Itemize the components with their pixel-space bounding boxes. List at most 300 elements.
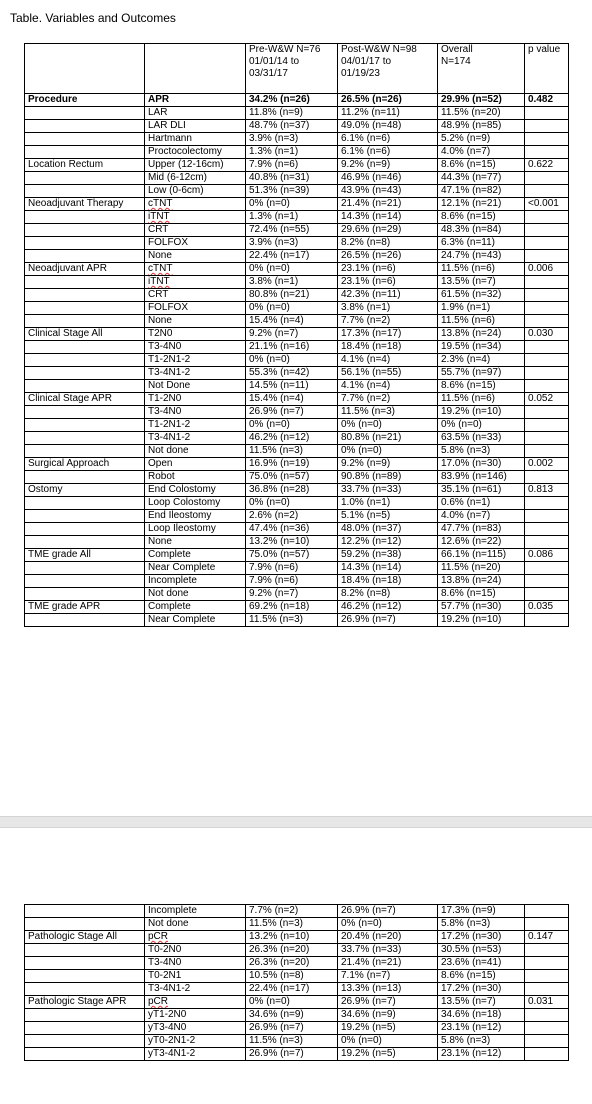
table-row [25, 263, 569, 276]
variable-cell: Surgical Approach [25, 458, 145, 471]
pvalue-cell [525, 445, 569, 458]
pvalue-cell: 0.006 [525, 263, 569, 276]
category-cell: yT1-2N0 [145, 1009, 246, 1022]
pre-cell: 26.3% (n=20) [246, 944, 338, 957]
pre-cell: 14.5% (n=11) [246, 380, 338, 393]
variable-cell: Ostomy [25, 484, 145, 497]
pvalue-cell: 0.086 [525, 549, 569, 562]
post-cell: 42.3% (n=11) [338, 289, 438, 302]
pre-cell: 0% (n=0) [246, 419, 338, 432]
pvalue-cell [525, 918, 569, 931]
table-row [25, 562, 569, 575]
category-cell: yT3-4N1-2 [145, 1048, 246, 1061]
category-cell: T3-4N1-2 [145, 367, 246, 380]
variable-cell [25, 510, 145, 523]
category-cell: cTNT [145, 198, 246, 211]
category-cell: Hartmann [145, 133, 246, 146]
pvalue-cell [525, 367, 569, 380]
table-row [25, 497, 569, 510]
pre-cell: 1.3% (n=1) [246, 211, 338, 224]
variable-cell [25, 536, 145, 549]
pvalue-cell [525, 133, 569, 146]
pre-cell: 26.9% (n=7) [246, 406, 338, 419]
table-row [25, 996, 569, 1009]
header-line: Post-W&W N=98 [341, 44, 417, 55]
post-cell: 26.9% (n=7) [338, 614, 438, 627]
category-cell: Near Complete [145, 614, 246, 627]
table-row [25, 523, 569, 536]
table-row [25, 406, 569, 419]
post-cell: 21.4% (n=21) [338, 198, 438, 211]
post-cell: 43.9% (n=43) [338, 185, 438, 198]
pvalue-cell [525, 380, 569, 393]
variable-cell [25, 575, 145, 588]
variable-cell [25, 367, 145, 380]
table-row [25, 419, 569, 432]
pre-cell: 75.0% (n=57) [246, 549, 338, 562]
table-row [25, 905, 569, 918]
overall-cell: 35.1% (n=61) [438, 484, 525, 497]
overall-cell: 34.6% (n=18) [438, 1009, 525, 1022]
pre-cell: 7.9% (n=6) [246, 562, 338, 575]
variable-cell [25, 445, 145, 458]
header-cell-post [338, 44, 438, 94]
pre-cell: 9.2% (n=7) [246, 588, 338, 601]
pre-cell: 11.8% (n=9) [246, 107, 338, 120]
pre-cell: 34.2% (n=26) [246, 94, 338, 107]
category-cell: Complete [145, 601, 246, 614]
table-row [25, 94, 569, 107]
table-row [25, 354, 569, 367]
variable-cell [25, 185, 145, 198]
pvalue-cell [525, 250, 569, 263]
pre-cell: 75.0% (n=57) [246, 471, 338, 484]
variable-cell [25, 471, 145, 484]
pvalue-cell: 0.147 [525, 931, 569, 944]
variable-cell [25, 1009, 145, 1022]
category-cell: yT3-4N0 [145, 1022, 246, 1035]
pvalue-cell [525, 107, 569, 120]
overall-cell: 48.3% (n=84) [438, 224, 525, 237]
post-cell: 21.4% (n=21) [338, 957, 438, 970]
category-cell: End Ileostomy [145, 510, 246, 523]
category-cell: Not done [145, 588, 246, 601]
table-row [25, 983, 569, 996]
pvalue-cell: <0.001 [525, 198, 569, 211]
overall-cell: 13.5% (n=7) [438, 276, 525, 289]
pre-cell: 69.2% (n=18) [246, 601, 338, 614]
overall-cell: 47.1% (n=82) [438, 185, 525, 198]
category-cell: CRT [145, 289, 246, 302]
post-cell: 14.3% (n=14) [338, 562, 438, 575]
pvalue-cell [525, 211, 569, 224]
pvalue-cell [525, 237, 569, 250]
pvalue-cell: 0.482 [525, 94, 569, 107]
post-cell: 49.0% (n=48) [338, 120, 438, 133]
post-cell: 17.3% (n=17) [338, 328, 438, 341]
pre-cell: 46.2% (n=12) [246, 432, 338, 445]
overall-cell: 48.9% (n=85) [438, 120, 525, 133]
pre-cell: 26.9% (n=7) [246, 1022, 338, 1035]
overall-cell: 17.0% (n=30) [438, 458, 525, 471]
table-row [25, 445, 569, 458]
variable-cell [25, 276, 145, 289]
post-cell: 6.1% (n=6) [338, 133, 438, 146]
variable-cell [25, 380, 145, 393]
overall-cell: 11.5% (n=6) [438, 393, 525, 406]
variable-cell [25, 944, 145, 957]
overall-cell: 13.8% (n=24) [438, 575, 525, 588]
overall-cell: 8.6% (n=15) [438, 159, 525, 172]
pre-cell: 11.5% (n=3) [246, 445, 338, 458]
pvalue-cell [525, 354, 569, 367]
pre-cell: 15.4% (n=4) [246, 315, 338, 328]
variable-cell: Location Rectum [25, 159, 145, 172]
header-cell-variable [25, 44, 145, 94]
category-cell: LAR DLI [145, 120, 246, 133]
category-cell: Loop Colostomy [145, 497, 246, 510]
category-cell: Mid (6-12cm) [145, 172, 246, 185]
pre-cell: 0% (n=0) [246, 198, 338, 211]
pre-cell: 40.8% (n=31) [246, 172, 338, 185]
pre-cell: 3.9% (n=3) [246, 237, 338, 250]
post-cell: 11.2% (n=11) [338, 107, 438, 120]
table-row [25, 1048, 569, 1061]
pre-cell: 0% (n=0) [246, 354, 338, 367]
pvalue-cell [525, 983, 569, 996]
overall-cell: 23.6% (n=41) [438, 957, 525, 970]
table-row [25, 575, 569, 588]
pre-cell: 3.8% (n=1) [246, 276, 338, 289]
post-cell: 29.6% (n=29) [338, 224, 438, 237]
variable-cell [25, 289, 145, 302]
overall-cell: 30.5% (n=53) [438, 944, 525, 957]
overall-cell: 1.9% (n=1) [438, 302, 525, 315]
category-cell: T3-4N0 [145, 341, 246, 354]
post-cell: 12.2% (n=12) [338, 536, 438, 549]
category-cell: Robot [145, 471, 246, 484]
category-cell: iTNT [145, 276, 246, 289]
post-cell: 26.9% (n=7) [338, 905, 438, 918]
pre-cell: 7.9% (n=6) [246, 159, 338, 172]
pre-cell: 22.4% (n=17) [246, 250, 338, 263]
overall-cell: 23.1% (n=12) [438, 1022, 525, 1035]
post-cell: 19.2% (n=5) [338, 1022, 438, 1035]
overall-cell: 44.3% (n=77) [438, 172, 525, 185]
variable-cell [25, 406, 145, 419]
overall-cell: 8.6% (n=15) [438, 970, 525, 983]
pvalue-cell [525, 957, 569, 970]
variable-cell [25, 315, 145, 328]
header-line: 04/01/17 to [341, 56, 392, 67]
variable-cell [25, 107, 145, 120]
table-row [25, 614, 569, 627]
pvalue-cell [525, 432, 569, 445]
pre-cell: 13.2% (n=10) [246, 536, 338, 549]
post-cell: 7.1% (n=7) [338, 970, 438, 983]
pre-cell: 21.1% (n=16) [246, 341, 338, 354]
category-cell: pCR [145, 996, 246, 1009]
header-cell-overall [438, 44, 525, 94]
variable-cell [25, 1022, 145, 1035]
header-line: N=174 [441, 56, 471, 67]
table-row [25, 931, 569, 944]
category-cell: Not Done [145, 380, 246, 393]
table-row [25, 1035, 569, 1048]
post-cell: 0% (n=0) [338, 1035, 438, 1048]
overall-cell: 24.7% (n=43) [438, 250, 525, 263]
header-line: Pre-W&W N=76 [249, 44, 321, 55]
category-cell: iTNT [145, 211, 246, 224]
pre-cell: 0% (n=0) [246, 497, 338, 510]
category-cell: End Colostomy [145, 484, 246, 497]
variable-cell: Neoadjuvant Therapy [25, 198, 145, 211]
category-cell: CRT [145, 224, 246, 237]
category-cell: Near Complete [145, 562, 246, 575]
table-row [25, 1009, 569, 1022]
overall-cell: 0% (n=0) [438, 419, 525, 432]
pre-cell: 72.4% (n=55) [246, 224, 338, 237]
table-row [25, 549, 569, 562]
category-cell: None [145, 250, 246, 263]
pre-cell: 11.5% (n=3) [246, 918, 338, 931]
table-row [25, 107, 569, 120]
post-cell: 3.8% (n=1) [338, 302, 438, 315]
variable-cell [25, 341, 145, 354]
table-row [25, 250, 569, 263]
pvalue-cell [525, 523, 569, 536]
post-cell: 1.0% (n=1) [338, 497, 438, 510]
post-cell: 18.4% (n=18) [338, 575, 438, 588]
post-cell: 80.8% (n=21) [338, 432, 438, 445]
category-cell: Proctocolectomy [145, 146, 246, 159]
variable-cell: Pathologic Stage APR [25, 996, 145, 1009]
post-cell: 48.0% (n=37) [338, 523, 438, 536]
pre-cell: 36.8% (n=28) [246, 484, 338, 497]
post-cell: 0% (n=0) [338, 445, 438, 458]
pvalue-cell [525, 944, 569, 957]
pvalue-cell: 0.035 [525, 601, 569, 614]
pvalue-cell [525, 1048, 569, 1061]
outcomes-table-page-1 [24, 43, 569, 627]
variable-cell [25, 562, 145, 575]
category-cell: FOLFOX [145, 237, 246, 250]
category-cell: Not done [145, 918, 246, 931]
post-cell: 33.7% (n=33) [338, 944, 438, 957]
overall-cell: 11.5% (n=6) [438, 315, 525, 328]
overall-cell: 8.6% (n=15) [438, 588, 525, 601]
post-cell: 9.2% (n=9) [338, 159, 438, 172]
pre-cell: 11.5% (n=3) [246, 614, 338, 627]
post-cell: 34.6% (n=9) [338, 1009, 438, 1022]
category-cell: T1-2N1-2 [145, 419, 246, 432]
variable-cell: TME grade APR [25, 601, 145, 614]
overall-cell: 61.5% (n=32) [438, 289, 525, 302]
variable-cell [25, 497, 145, 510]
variable-cell [25, 172, 145, 185]
variable-cell [25, 905, 145, 918]
overall-cell: 6.3% (n=11) [438, 237, 525, 250]
variable-cell: Clinical Stage All [25, 328, 145, 341]
variable-cell [25, 211, 145, 224]
pvalue-cell [525, 172, 569, 185]
pvalue-cell [525, 302, 569, 315]
variable-cell: Pathologic Stage All [25, 931, 145, 944]
category-cell: pCR [145, 931, 246, 944]
post-cell: 59.2% (n=38) [338, 549, 438, 562]
pre-cell: 1.3% (n=1) [246, 146, 338, 159]
category-cell: T0-2N0 [145, 944, 246, 957]
pre-cell: 47.4% (n=36) [246, 523, 338, 536]
pre-cell: 7.9% (n=6) [246, 575, 338, 588]
pre-cell: 80.8% (n=21) [246, 289, 338, 302]
pre-cell: 26.9% (n=7) [246, 1048, 338, 1061]
overall-cell: 4.0% (n=7) [438, 510, 525, 523]
category-cell: FOLFOX [145, 302, 246, 315]
overall-cell: 63.5% (n=33) [438, 432, 525, 445]
overall-cell: 5.2% (n=9) [438, 133, 525, 146]
post-cell: 8.2% (n=8) [338, 588, 438, 601]
pre-cell: 10.5% (n=8) [246, 970, 338, 983]
category-cell: None [145, 315, 246, 328]
overall-cell: 12.1% (n=21) [438, 198, 525, 211]
category-cell: Complete [145, 549, 246, 562]
post-cell: 4.1% (n=4) [338, 380, 438, 393]
pre-cell: 0% (n=0) [246, 263, 338, 276]
table-row [25, 970, 569, 983]
variable-cell: Procedure [25, 94, 145, 107]
pvalue-cell: 0.622 [525, 159, 569, 172]
table-row [25, 198, 569, 211]
overall-cell: 11.5% (n=20) [438, 107, 525, 120]
post-cell: 46.2% (n=12) [338, 601, 438, 614]
table-row [25, 471, 569, 484]
pre-cell: 48.7% (n=37) [246, 120, 338, 133]
header-row [25, 44, 569, 94]
variable-cell: TME grade All [25, 549, 145, 562]
post-cell: 7.7% (n=2) [338, 393, 438, 406]
table-row [25, 315, 569, 328]
table-row [25, 458, 569, 471]
overall-cell: 47.7% (n=83) [438, 523, 525, 536]
variable-cell [25, 146, 145, 159]
category-cell: Open [145, 458, 246, 471]
table-row [25, 133, 569, 146]
overall-cell: 55.7% (n=97) [438, 367, 525, 380]
variable-cell [25, 970, 145, 983]
table-row [25, 536, 569, 549]
overall-cell: 17.2% (n=30) [438, 983, 525, 996]
overall-cell: 23.1% (n=12) [438, 1048, 525, 1061]
pre-cell: 11.5% (n=3) [246, 1035, 338, 1048]
overall-cell: 2.3% (n=4) [438, 354, 525, 367]
table-row [25, 224, 569, 237]
overall-cell: 57.7% (n=30) [438, 601, 525, 614]
overall-cell: 0.6% (n=1) [438, 497, 525, 510]
table-row [25, 328, 569, 341]
pre-cell: 2.6% (n=2) [246, 510, 338, 523]
post-cell: 23.1% (n=6) [338, 263, 438, 276]
pvalue-cell [525, 406, 569, 419]
category-cell: LAR [145, 107, 246, 120]
variable-cell [25, 588, 145, 601]
category-cell: Incomplete [145, 575, 246, 588]
post-cell: 19.2% (n=5) [338, 1048, 438, 1061]
pvalue-cell [525, 471, 569, 484]
table-row [25, 484, 569, 497]
post-cell: 11.5% (n=3) [338, 406, 438, 419]
post-cell: 0% (n=0) [338, 918, 438, 931]
header-cell-category [145, 44, 246, 94]
pvalue-cell [525, 120, 569, 133]
overall-cell: 19.5% (n=34) [438, 341, 525, 354]
table-row [25, 211, 569, 224]
post-cell: 18.4% (n=18) [338, 341, 438, 354]
overall-cell: 13.5% (n=7) [438, 996, 525, 1009]
pvalue-cell [525, 146, 569, 159]
pre-cell: 9.2% (n=7) [246, 328, 338, 341]
header-cell-pre [246, 44, 338, 94]
pvalue-cell [525, 419, 569, 432]
table-row [25, 380, 569, 393]
pvalue-cell [525, 970, 569, 983]
pvalue-cell [525, 276, 569, 289]
category-cell: T2N0 [145, 328, 246, 341]
table-row [25, 918, 569, 931]
table-row [25, 957, 569, 970]
variable-cell: Clinical Stage APR [25, 393, 145, 406]
pvalue-cell [525, 614, 569, 627]
variable-cell [25, 224, 145, 237]
header-line: p value [528, 44, 561, 55]
post-cell: 56.1% (n=55) [338, 367, 438, 380]
category-cell: T3-4N1-2 [145, 983, 246, 996]
overall-cell: 66.1% (n=115) [438, 549, 525, 562]
variable-cell [25, 237, 145, 250]
post-cell: 33.7% (n=33) [338, 484, 438, 497]
pvalue-cell [525, 905, 569, 918]
post-cell: 13.3% (n=13) [338, 983, 438, 996]
pre-cell: 16.9% (n=19) [246, 458, 338, 471]
pre-cell: 55.3% (n=42) [246, 367, 338, 380]
variable-cell [25, 918, 145, 931]
variable-cell [25, 432, 145, 445]
post-cell: 6.1% (n=6) [338, 146, 438, 159]
overall-cell: 19.2% (n=10) [438, 614, 525, 627]
overall-cell: 8.6% (n=15) [438, 380, 525, 393]
pvalue-cell [525, 510, 569, 523]
page-break [0, 816, 592, 828]
table-row [25, 367, 569, 380]
pre-cell: 0% (n=0) [246, 996, 338, 1009]
post-cell: 7.7% (n=2) [338, 315, 438, 328]
pre-cell: 22.4% (n=17) [246, 983, 338, 996]
category-cell: cTNT [145, 263, 246, 276]
category-cell: Incomplete [145, 905, 246, 918]
pre-cell: 15.4% (n=4) [246, 393, 338, 406]
post-cell: 0% (n=0) [338, 419, 438, 432]
pvalue-cell [525, 1022, 569, 1035]
table-row [25, 393, 569, 406]
variable-cell [25, 614, 145, 627]
overall-cell: 5.8% (n=3) [438, 918, 525, 931]
variable-cell [25, 957, 145, 970]
pvalue-cell [525, 341, 569, 354]
overall-cell: 8.6% (n=15) [438, 211, 525, 224]
category-cell: T1-2N0 [145, 393, 246, 406]
pre-cell: 51.3% (n=39) [246, 185, 338, 198]
post-cell: 5.1% (n=5) [338, 510, 438, 523]
